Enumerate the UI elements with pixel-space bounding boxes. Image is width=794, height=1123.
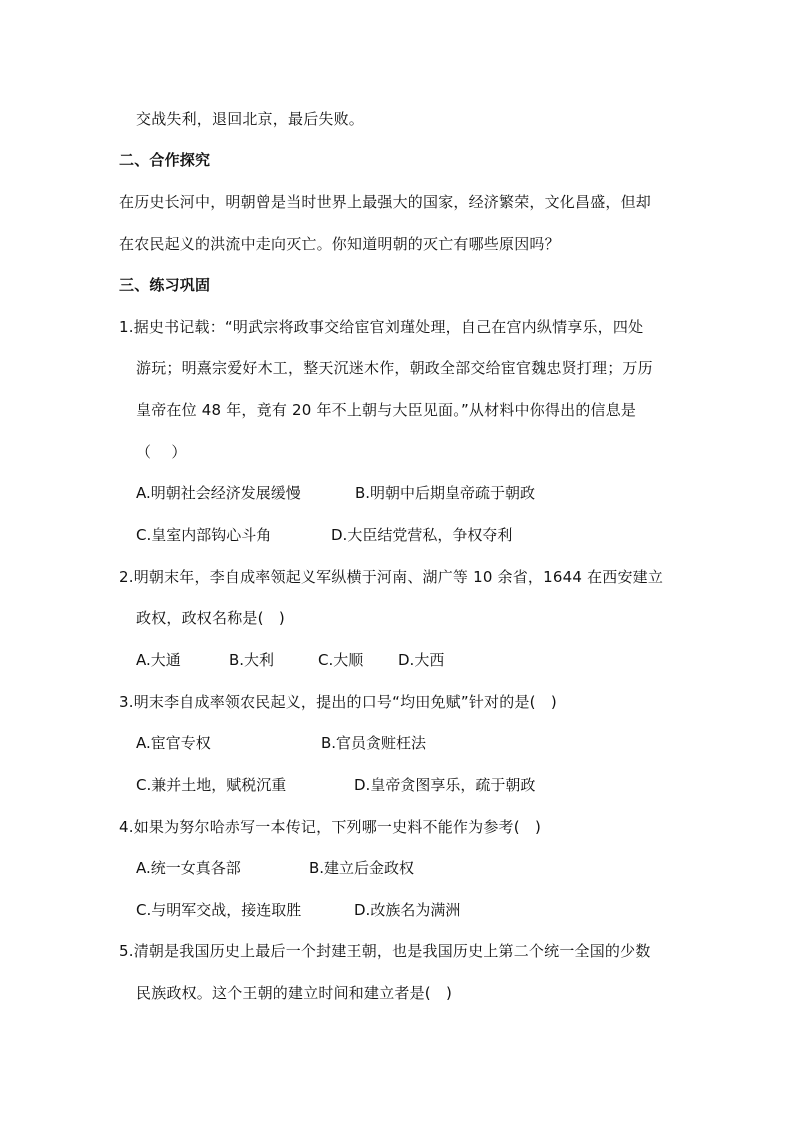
paragraph-line: 在历史长河中，明朝曾是当时世界上最强大的国家，经济繁荣，文化昌盛，但却 [119,193,652,211]
option-d: D.皇帝贪图享乐，疏于朝政 [354,776,536,794]
option-b: B.大利 [229,651,275,669]
section-heading-practice: 三、练习巩固 [119,276,211,294]
question-5-stem: 民族政权。这个王朝的建立时间和建立者是( ) [136,984,453,1002]
option-d: D.改族名为满洲 [354,901,461,919]
question-1-stem: 1.据史书记载：“明武宗将政事交给宦官刘瑾处理，自己在宫内纵情享乐，四处 [119,318,644,336]
option-c: C.与明军交战，接连取胜 [136,901,302,919]
option-a: A.大通 [136,651,181,669]
question-5-stem: 5.清朝是我国历史上最后一个封建王朝，也是我国历史上第二个统一全国的少数 [119,942,651,960]
section-heading-cooperative-inquiry: 二、合作探究 [119,151,211,169]
question-1-answer-blank: （ ） [136,443,187,461]
option-b: B.官员贪赃枉法 [321,734,427,752]
question-1-stem: 游玩；明熹宗爱好木工，整天沉迷木作，朝政全部交给宦官魏忠贤打理；万历 [136,359,653,377]
question-3-stem: 3.明末李自成率领农民起义，提出的口号“均田免赋”针对的是( ) [119,693,557,711]
option-b: B.建立后金政权 [309,859,415,877]
question-2-stem: 2.明朝末年，李自成率领起义军纵横于河南、湖广等 10 余省，1644 在西安建立 [119,568,664,586]
option-c: C.大顺 [318,651,364,669]
question-4-stem: 4.如果为努尔哈赤写一本传记，下列哪一史料不能作为参考( ) [119,818,542,836]
paragraph-line: 在农民起义的洪流中走向灭亡。你知道明朝的灭亡有哪些原因吗？ [119,235,560,253]
option-c: C.兼并土地，赋税沉重 [136,776,287,794]
text-line: 交战失利，退回北京，最后失败。 [136,110,365,128]
option-a: A.宦官专权 [136,734,211,752]
option-d: D.大臣结党营私，争权夺利 [331,526,513,544]
option-b: B.明朝中后期皇帝疏于朝政 [355,484,536,502]
question-2-stem: 政权，政权名称是( ) [136,609,285,627]
option-a: A.统一女真各部 [136,859,241,877]
option-c: C.皇室内部钩心斗角 [136,526,272,544]
question-1-stem: 皇帝在位 48 年，竟有 20 年不上朝与大臣见面。”从材料中你得出的信息是 [136,401,637,419]
option-d: D.大西 [398,651,445,669]
option-a: A.明朝社会经济发展缓慢 [136,484,301,502]
